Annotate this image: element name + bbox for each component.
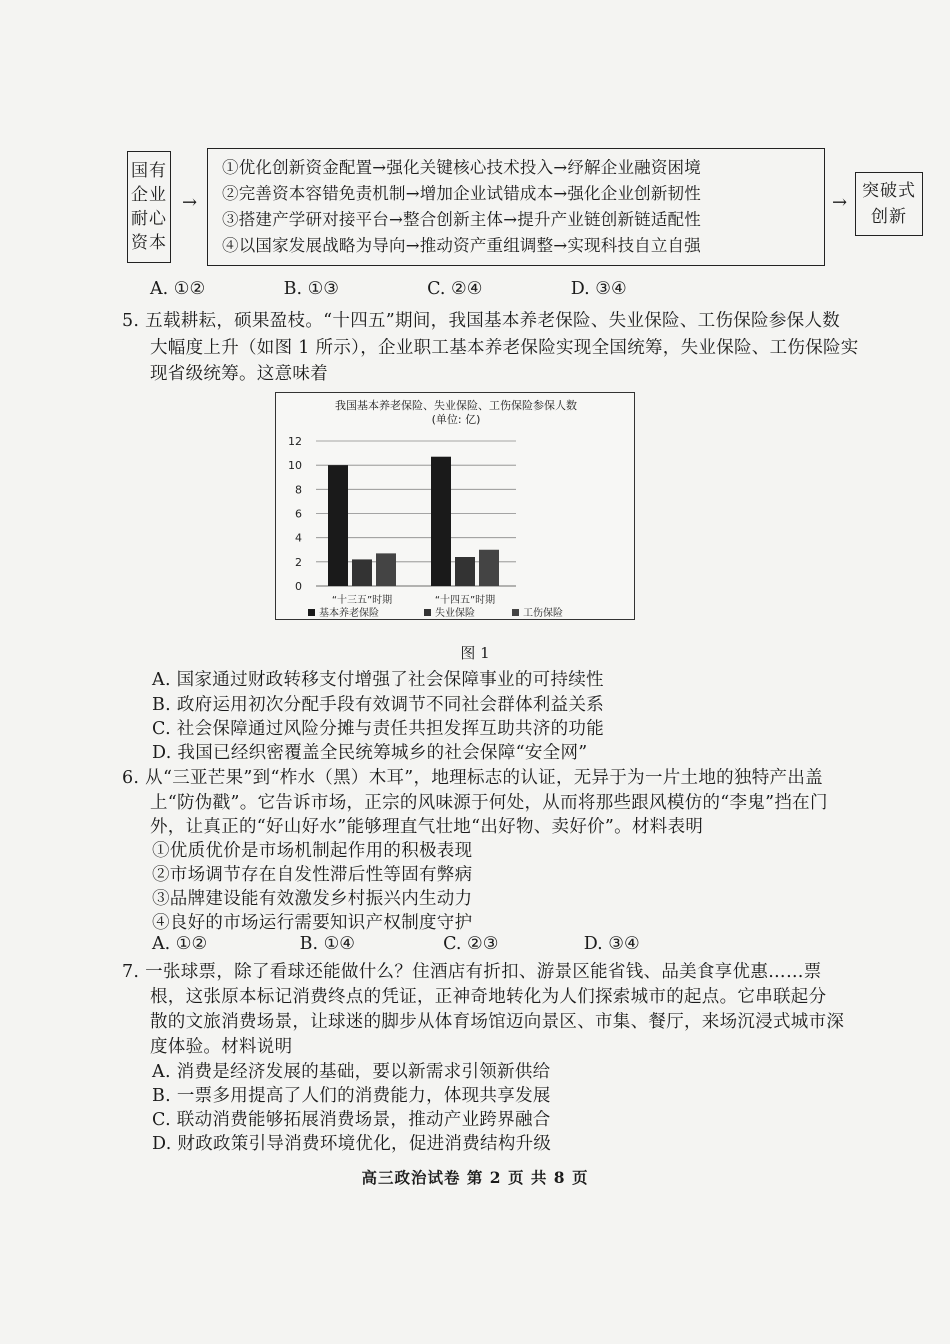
q6-statement: ④良好的市场运行需要知识产权制度守护 <box>152 913 473 933</box>
bar-2-2 <box>455 557 475 586</box>
q7-stem-line: 度体验。材料说明 <box>150 1037 293 1057</box>
bar-3-2 <box>479 550 499 586</box>
flow-result-line: 创新 <box>871 207 907 227</box>
flow-source-line: 企业 <box>131 185 167 205</box>
flow-path-item: ③搭建产学研对接平台→整合创新主体→提升产业链创新链适配性 <box>222 210 701 229</box>
flow-path-item: ①优化创新资金配置→强化关键核心技术投入→纾解企业融资困境 <box>222 158 701 177</box>
y-tick-label: 0 <box>295 580 302 593</box>
flow-path-item: ②完善资本容错免责机制→增加企业试错成本→强化企业创新韧性 <box>222 184 701 203</box>
q7-stem-line: 散的文旅消费场景，让球迷的脚步从体育场馆迈向景区、市集、餐厅，来场沉浸式城市深 <box>150 1012 845 1032</box>
q6-statement: ②市场调节存在自发性滞后性等固有弊病 <box>152 865 473 885</box>
bar-1-1 <box>328 465 348 586</box>
chart-subtitle: (单位: 亿) <box>431 413 481 426</box>
legend-label: 工伤保险 <box>523 608 563 618</box>
bar-3-1 <box>376 553 396 586</box>
flow-result-box <box>855 172 923 236</box>
q6-statement: ①优质优价是市场机制起作用的积极表现 <box>152 841 473 861</box>
q5-option-a[interactable]: A. 国家通过财政转移支付增强了社会保障事业的可持续性 <box>152 670 604 690</box>
option-b[interactable]: B. ①④ <box>299 934 355 954</box>
option-d[interactable]: D. ③④ <box>570 279 627 299</box>
bar-2-1 <box>352 559 372 586</box>
figure-caption: 图 1 <box>460 644 490 662</box>
option-b[interactable]: B. ①③ <box>283 279 339 299</box>
flow-source-line: 国有 <box>131 161 167 181</box>
q7-option-d[interactable]: D. 财政政策引导消费环境优化，促进消费结构升级 <box>152 1134 552 1154</box>
flow-arrow-icon: → <box>182 192 198 213</box>
y-tick-label: 10 <box>288 459 302 473</box>
q5-stem-line: 大幅度上升（如图 1 所示），企业职工基本养老保险实现全国统筹，失业保险、工伤保险实 <box>150 338 859 358</box>
option-d[interactable]: D. ③④ <box>583 934 640 954</box>
flow-source-line: 资本 <box>131 233 167 253</box>
flow-path-item: ④以国家发展战略为导向→推动资产重组调整→实现科技自立自强 <box>222 236 701 255</box>
bar-1-2 <box>431 457 451 586</box>
y-tick-label: 2 <box>295 555 302 569</box>
flow-source-line: 耐心 <box>131 209 167 229</box>
legend-label: 失业保险 <box>435 608 475 618</box>
q6-stem-line: 6. 从“三亚芒果”到“柞水（黑）木耳”，地理标志的认证，无异于为一片土地的独特产出盖 <box>122 768 823 788</box>
x-category-label: “十三五”时期 <box>331 595 393 606</box>
legend-swatch <box>424 609 431 616</box>
y-tick-label: 6 <box>295 507 302 521</box>
y-tick-label: 4 <box>295 531 302 545</box>
q6-options <box>152 934 640 954</box>
bar-chart <box>276 393 633 618</box>
q7-stem-line: 根，这张原本标记消费终点的凭证，正神奇地转化为人们探索城市的起点。它串联起分 <box>150 987 827 1007</box>
q7-stem-line: 7. 一张球票，除了看球还能做什么？住酒店有折扣、游景区能省钱、品美食享优惠……票 <box>122 962 822 982</box>
q6-statement: ③品牌建设能有效激发乡村振兴内生动力 <box>152 889 473 909</box>
option-a[interactable]: A. ①② <box>150 279 206 299</box>
page-footer: 高三政治试卷 第 2 页 共 8 页 <box>361 1168 589 1187</box>
q7-option-b[interactable]: B. 一票多用提高了人们的消费能力，体现共享发展 <box>152 1086 551 1106</box>
option-c[interactable]: C. ②③ <box>443 934 499 954</box>
flow-result-line: 突破式 <box>862 181 916 201</box>
flow-paths-box <box>207 148 825 266</box>
q7-option-a[interactable]: A. 消费是经济发展的基础，要以新需求引领新供给 <box>152 1062 551 1082</box>
bar-chart-frame <box>275 392 635 620</box>
q6-stem-line: 上“防伪戳”。它告诉市场，正宗的风味源于何处，从而将那些跟风模仿的“李鬼”挡在门 <box>150 793 828 813</box>
option-a[interactable]: A. ①② <box>152 934 208 954</box>
q5-stem-line: 现省级统筹。这意味着 <box>150 364 328 384</box>
x-category-label: “十四五”时期 <box>434 595 496 606</box>
q7-option-c[interactable]: C. 联动消费能够拓展消费场景，推动产业跨界融合 <box>152 1110 551 1130</box>
legend-label: 基本养老保险 <box>319 608 379 618</box>
q5-option-c[interactable]: C. 社会保障通过风险分摊与责任共担发挥互助共济的功能 <box>152 719 604 739</box>
y-tick-label: 12 <box>288 435 302 448</box>
q5-stem-line: 5. 五载耕耘，硕果盈枝。“十四五”期间，我国基本养老保险、失业保险、工伤保险参保人数 <box>122 311 841 331</box>
q5-option-d[interactable]: D. 我国已经织密覆盖全民统筹城乡的社会保障“安全网” <box>152 743 588 763</box>
q4-flow-diagram <box>127 148 916 266</box>
legend-swatch <box>512 609 519 616</box>
legend-swatch <box>308 609 315 616</box>
chart-title: 我国基本养老保险、失业保险、工伤保险参保人数 <box>335 399 577 412</box>
q4-options <box>150 279 627 299</box>
flow-source-box <box>127 151 171 263</box>
q5-option-b[interactable]: B. 政府运用初次分配手段有效调节不同社会群体利益关系 <box>152 695 605 715</box>
q6-stem-line: 外，让真正的“好山好水”能够理直气壮地“出好物、卖好价”。材料表明 <box>150 817 704 837</box>
flow-arrow-icon: → <box>832 192 848 213</box>
y-tick-label: 8 <box>295 483 302 497</box>
option-c[interactable]: C. ②④ <box>427 279 483 299</box>
